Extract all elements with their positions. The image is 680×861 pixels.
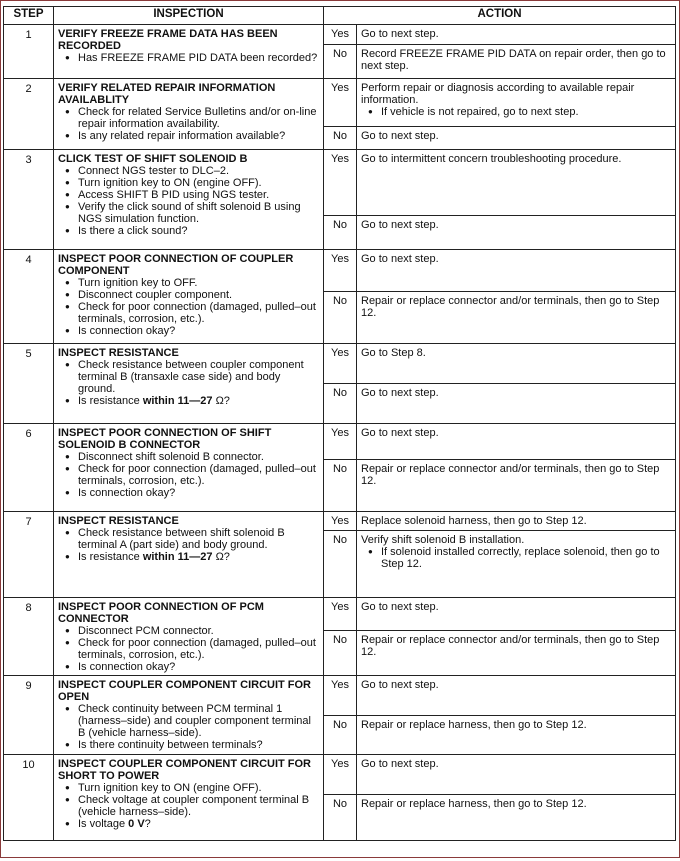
- no-action: [357, 292, 676, 344]
- yes-action-text: Go to next step.: [361, 28, 439, 40]
- no-action-text: Repair or replace connector and/or terminals, then go to Step 12.: [361, 634, 660, 658]
- inspection-bullet: ● Disconnect PCM connector.: [78, 625, 319, 637]
- inspection-bullet: ● Turn ignition key to ON (engine OFF).: [78, 782, 319, 794]
- yes-label: Yes: [324, 755, 357, 795]
- yes-action-text: Go to next step.: [361, 758, 439, 770]
- inspection-title: VERIFY FREEZE FRAME DATA HAS BEEN RECORDED: [58, 28, 278, 52]
- yes-action: [357, 150, 676, 216]
- yes-action-text: Go to next step.: [361, 427, 439, 439]
- table-row: [4, 424, 676, 460]
- yes-action: [357, 250, 676, 292]
- no-action: [357, 531, 676, 598]
- step-number: 1: [4, 25, 54, 79]
- yes-label: Yes: [324, 512, 357, 531]
- yes-action: [357, 79, 676, 127]
- table-row: [4, 755, 676, 795]
- no-action: [357, 460, 676, 512]
- no-action-text: Go to next step.: [361, 219, 439, 231]
- header-row: [4, 7, 676, 25]
- no-action: [357, 716, 676, 755]
- no-action-text: Repair or replace connector and/or terminals, then go to Step 12.: [361, 295, 660, 319]
- header-action: ACTION: [324, 7, 676, 25]
- no-label: No: [324, 216, 357, 250]
- step-number: 10: [4, 755, 54, 841]
- yes-action-text: Go to next step.: [361, 253, 439, 265]
- inspection-bullet: ● Check for related Service Bulletins and/or on-line repair information availability.: [78, 106, 319, 130]
- inspection-bullet: ● Has FREEZE FRAME PID DATA been recorded?: [78, 52, 319, 64]
- table-row: [4, 150, 676, 216]
- no-action-text: Go to next step.: [361, 387, 439, 399]
- table-row: [4, 344, 676, 384]
- step-number: 6: [4, 424, 54, 512]
- no-action: [357, 45, 676, 79]
- inspection-cell: [54, 150, 324, 250]
- no-action-sub: [361, 546, 671, 570]
- inspection-cell: [54, 598, 324, 676]
- inspection-cell: [54, 250, 324, 344]
- inspection-bullet: ● Check resistance between shift solenoid B terminal A (part side) and body ground.: [78, 527, 319, 551]
- yes-action: [357, 598, 676, 631]
- step-number: 5: [4, 344, 54, 424]
- inspection-title: INSPECT COUPLER COMPONENT CIRCUIT FOR SHORT TO POWER: [58, 758, 312, 782]
- inspection-cell: [54, 79, 324, 150]
- no-label: No: [324, 531, 357, 598]
- no-label: No: [324, 795, 357, 841]
- inspection-bullets: [58, 527, 319, 563]
- yes-action: [357, 676, 676, 716]
- inspection-bullet: ● Is connection okay?: [78, 661, 319, 673]
- inspection-cell: [54, 424, 324, 512]
- yes-action: [357, 424, 676, 460]
- troubleshooting-table: [3, 6, 676, 841]
- yes-action-text: Perform repair or diagnosis according to available repair information.: [361, 82, 635, 106]
- table-row: [4, 79, 676, 127]
- inspection-title: INSPECT RESISTANCE: [58, 515, 179, 527]
- inspection-cell: [54, 25, 324, 79]
- inspection-bullet: ● Disconnect coupler component.: [78, 289, 319, 301]
- yes-action: [357, 25, 676, 45]
- question-unit: Ω?: [212, 551, 230, 563]
- inspection-question: [78, 818, 319, 830]
- table-body: [4, 25, 676, 841]
- inspection-question: [78, 395, 319, 407]
- inspection-cell: [54, 344, 324, 424]
- inspection-question: [78, 551, 319, 563]
- inspection-bullet: ● Access SHIFT B PID using NGS tester.: [78, 189, 319, 201]
- step-number: 3: [4, 150, 54, 250]
- no-action-text: Verify shift solenoid B installation.: [361, 534, 525, 546]
- yes-label: Yes: [324, 676, 357, 716]
- question-unit: ?: [144, 818, 151, 830]
- inspection-bullet: ● Check for poor connection (damaged, pulled–out terminals, corrosion, etc.).: [78, 463, 319, 487]
- inspection-title: INSPECT POOR CONNECTION OF SHIFT SOLENOID B CONNECTOR: [58, 427, 272, 451]
- step-number: 9: [4, 676, 54, 755]
- no-action-text: Repair or replace connector and/or terminals, then go to Step 12.: [361, 463, 660, 487]
- header-step: STEP: [4, 7, 54, 25]
- inspection-bullets: [58, 106, 319, 142]
- step-number: 8: [4, 598, 54, 676]
- no-action: [357, 795, 676, 841]
- inspection-bullet: ● Check for poor connection (damaged, pulled–out terminals, corrosion, etc.).: [78, 637, 319, 661]
- no-action: [357, 384, 676, 424]
- no-label: No: [324, 631, 357, 676]
- no-label: No: [324, 716, 357, 755]
- inspection-bullets: [58, 359, 319, 407]
- inspection-bullet: ● Check resistance between coupler component terminal B (transaxle case side) and body ground.: [78, 359, 319, 395]
- question-value: 0 V: [128, 818, 145, 830]
- inspection-bullet: ● Turn ignition key to ON (engine OFF).: [78, 177, 319, 189]
- yes-action-text: Go to Step 8.: [361, 347, 426, 359]
- no-label: No: [324, 292, 357, 344]
- no-action: [357, 216, 676, 250]
- inspection-bullet: ● Is connection okay?: [78, 487, 319, 499]
- yes-action-text: Go to intermittent concern troubleshooting procedure.: [361, 153, 622, 165]
- no-label: No: [324, 384, 357, 424]
- header-inspection: INSPECTION: [54, 7, 324, 25]
- question-text: Is resistance: [78, 551, 143, 563]
- inspection-bullets: [58, 625, 319, 673]
- inspection-title: CLICK TEST OF SHIFT SOLENOID B: [58, 153, 248, 165]
- inspection-bullets: [58, 165, 319, 237]
- no-label: No: [324, 45, 357, 79]
- inspection-bullet: ● Check voltage at coupler component terminal B (vehicle harness–side).: [78, 794, 319, 818]
- yes-action-sub-item: ● If vehicle is not repaired, go to next step.: [381, 106, 671, 118]
- yes-action-text: Go to next step.: [361, 601, 439, 613]
- no-action: [357, 631, 676, 676]
- step-number: 4: [4, 250, 54, 344]
- no-action-text: Repair or replace harness, then go to Step 12.: [361, 798, 587, 810]
- table-row: [4, 512, 676, 531]
- inspection-bullet: ● Check for poor connection (damaged, pulled–out terminals, corrosion, etc.).: [78, 301, 319, 325]
- inspection-bullets: [58, 782, 319, 830]
- yes-label: Yes: [324, 344, 357, 384]
- inspection-bullet: ● Is there continuity between terminals?: [78, 739, 319, 751]
- step-number: 2: [4, 79, 54, 150]
- no-label: No: [324, 127, 357, 150]
- yes-label: Yes: [324, 250, 357, 292]
- inspection-bullets: [58, 703, 319, 751]
- no-action-text: Record FREEZE FRAME PID DATA on repair order, then go to next step.: [361, 48, 666, 72]
- inspection-title: INSPECT COUPLER COMPONENT CIRCUIT FOR OPEN: [58, 679, 312, 703]
- question-text: Is voltage: [78, 818, 129, 830]
- no-action-text: Repair or replace harness, then go to Step 12.: [361, 719, 587, 731]
- inspection-bullets: [58, 451, 319, 499]
- inspection-cell: [54, 755, 324, 841]
- inspection-bullet: ● Connect NGS tester to DLC–2.: [78, 165, 319, 177]
- yes-label: Yes: [324, 79, 357, 127]
- inspection-bullet: ● Turn ignition key to OFF.: [78, 277, 319, 289]
- yes-action: [357, 755, 676, 795]
- inspection-title: INSPECT POOR CONNECTION OF PCM CONNECTOR: [58, 601, 264, 625]
- no-label: No: [324, 460, 357, 512]
- yes-action-sub: [361, 106, 671, 118]
- no-action-sub-item: ● If solenoid installed correctly, replace solenoid, then go to Step 12.: [381, 546, 671, 570]
- inspection-bullet: ● Check continuity between PCM terminal 1 (harness–side) and coupler component terminal B (vehicle harness–side).: [78, 703, 319, 739]
- table-row: [4, 676, 676, 716]
- question-unit: Ω?: [212, 395, 230, 407]
- yes-action: [357, 512, 676, 531]
- yes-action-text: Go to next step.: [361, 679, 439, 691]
- yes-label: Yes: [324, 150, 357, 216]
- inspection-bullet: ● Is any related repair information available?: [78, 130, 319, 142]
- step-number: 7: [4, 512, 54, 598]
- yes-action-text: Replace solenoid harness, then go to Step 12.: [361, 515, 587, 527]
- yes-label: Yes: [324, 424, 357, 460]
- yes-action: [357, 344, 676, 384]
- inspection-bullet: ● Is there a click sound?: [78, 225, 319, 237]
- question-value: within 11—27: [142, 395, 213, 407]
- table-row: [4, 250, 676, 292]
- inspection-bullets: [58, 277, 319, 337]
- inspection-title: INSPECT POOR CONNECTION OF COUPLER COMPONENT: [58, 253, 294, 277]
- question-text: Is resistance: [78, 395, 143, 407]
- inspection-title: INSPECT RESISTANCE: [58, 347, 179, 359]
- question-value: within 11—27: [142, 551, 213, 563]
- no-action: [357, 127, 676, 150]
- inspection-bullet: ● Is connection okay?: [78, 325, 319, 337]
- table-row: [4, 25, 676, 45]
- inspection-title: VERIFY RELATED REPAIR INFORMATION AVAILABLITY: [58, 82, 276, 106]
- inspection-bullets: [58, 52, 319, 64]
- no-action-text: Go to next step.: [361, 130, 439, 142]
- inspection-cell: [54, 676, 324, 755]
- table-row: [4, 598, 676, 631]
- inspection-cell: [54, 512, 324, 598]
- inspection-bullet: ● Disconnect shift solenoid B connector.: [78, 451, 319, 463]
- inspection-bullet: ● Verify the click sound of shift solenoid B using NGS simulation function.: [78, 201, 319, 225]
- yes-label: Yes: [324, 598, 357, 631]
- yes-label: Yes: [324, 25, 357, 45]
